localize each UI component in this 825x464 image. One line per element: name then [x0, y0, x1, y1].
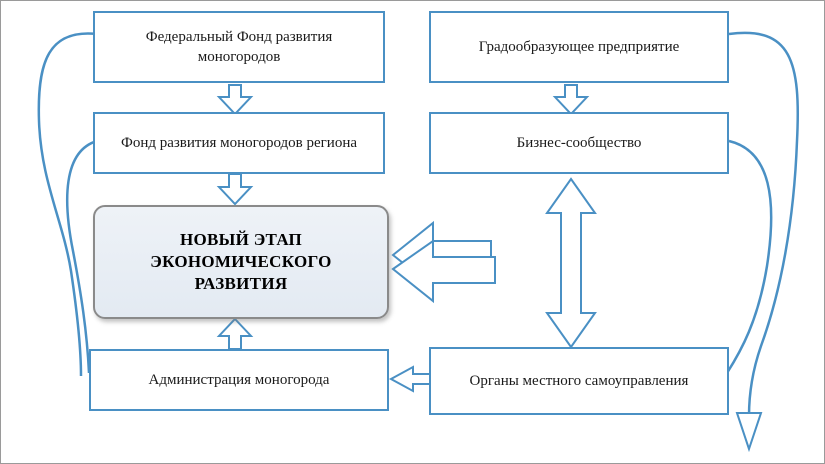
box-federal-fund[interactable]	[93, 11, 385, 83]
box-regional-fund-label: Фонд развития моногородов региона	[120, 134, 358, 151]
federal-to-regional-arrow	[219, 85, 251, 114]
administration-to-center-arrow	[219, 319, 251, 349]
box-monotown-administration-label: Администрация моногорода	[148, 371, 330, 388]
box-new-stage[interactable]	[93, 205, 389, 319]
feedback-right-loop-arrow	[729, 33, 798, 449]
box-local-government[interactable]	[429, 347, 729, 415]
box-business-community[interactable]	[429, 112, 729, 174]
center-line-1: НОВЫЙ ЭТАП	[179, 229, 303, 249]
regional-to-center-arrow	[219, 174, 251, 204]
business-to-local-government-arrow	[547, 179, 595, 347]
box-monotown-administration[interactable]	[89, 349, 389, 411]
box-regional-fund[interactable]	[93, 112, 385, 174]
enterprise-to-business-arrow	[555, 85, 587, 114]
box-local-government-label: Органы местного самоуправления	[469, 372, 689, 389]
box-city-forming-enterprise[interactable]	[429, 11, 729, 83]
center-line-3: РАЗВИТИЯ	[194, 274, 288, 294]
box-federal-fund-label: Федеральный Фонд развития моногородов	[145, 28, 333, 65]
box-business-community-label: Бизнес-сообщество	[516, 134, 642, 151]
box-city-forming-enterprise-label: Градообразующее предприятие	[478, 38, 680, 55]
center-line-2: ЭКОНОМИЧЕСКОГО	[150, 251, 332, 271]
